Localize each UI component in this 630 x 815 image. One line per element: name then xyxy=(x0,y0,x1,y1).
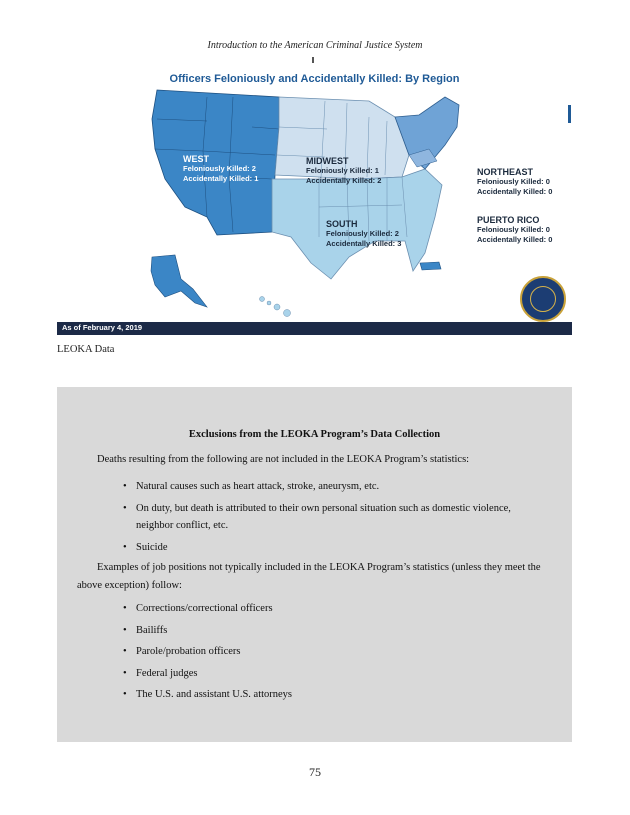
region-name: PUERTO RICO xyxy=(477,215,540,225)
list-item-text: Parole/probation officers xyxy=(136,646,241,657)
as-of-date: As of February 4, 2019 xyxy=(62,323,143,332)
list-item-text: Bailiffs xyxy=(136,624,168,636)
list-item xyxy=(57,622,572,640)
running-header: Introduction to the American Criminal Justice System xyxy=(207,40,423,51)
bullet-icon: • xyxy=(123,667,127,679)
region-label-west xyxy=(183,154,258,184)
region-name: MIDWEST xyxy=(306,156,349,166)
list-item xyxy=(57,539,572,557)
bullet-icon: • xyxy=(123,481,127,492)
bullet-icon: • xyxy=(123,689,127,700)
region-name: SOUTH xyxy=(326,219,358,229)
bullet-icon: • xyxy=(123,603,127,614)
region-label-south xyxy=(326,219,401,249)
excluded-deaths-list xyxy=(57,478,572,560)
as-of-bar xyxy=(57,322,572,335)
felonious-count: Feloniously Killed: 2 xyxy=(183,164,256,173)
list-item xyxy=(57,665,572,683)
accidental-count: Accidentally Killed: 2 xyxy=(306,176,382,185)
list-item xyxy=(57,686,572,704)
list-item-text: Suicide xyxy=(136,541,168,553)
list-item xyxy=(57,600,572,618)
bullet-icon: • xyxy=(123,502,127,514)
bullet-icon: • xyxy=(123,646,127,657)
bullet-icon: • xyxy=(123,624,127,636)
deaths-intro-paragraph: Deaths resulting from the following are not included in the LEOKA Program’s statistics: xyxy=(97,454,470,465)
figure-edge-mark xyxy=(568,105,571,123)
map-alaska xyxy=(151,255,207,307)
felonious-count: Feloniously Killed: 0 xyxy=(477,225,550,234)
map-hawaii xyxy=(260,297,291,317)
excluded-positions-list xyxy=(57,600,572,708)
box-title: Exclusions from the LEOKA Program’s Data Collection xyxy=(188,429,441,440)
accidental-count: Accidentally Killed: 1 xyxy=(183,174,259,183)
figure-title: Officers Feloniously and Accidentally Killed: By Region xyxy=(169,73,460,85)
page-number: 75 xyxy=(309,765,321,779)
list-item xyxy=(57,643,572,661)
list-item-text: Federal judges xyxy=(136,667,198,679)
list-item-text: The U.S. and assistant U.S. attorneys xyxy=(136,689,293,700)
figure-caption: LEOKA Data xyxy=(57,344,115,355)
felonious-count: Feloniously Killed: 1 xyxy=(306,166,379,175)
region-label-midwest xyxy=(306,156,381,186)
bullet-icon: • xyxy=(123,541,127,553)
leoka-map-figure xyxy=(57,57,572,335)
positions-intro-paragraph: Examples of job positions not typically included in the LEOKA Program’s statistics (unless they meet the above exception) follow: xyxy=(77,562,541,591)
accidental-count: Accidentally Killed: 3 xyxy=(326,239,402,248)
region-label-puerto-rico xyxy=(477,215,552,245)
felonious-count: Feloniously Killed: 2 xyxy=(326,229,399,238)
fbi-seal-icon xyxy=(520,276,566,322)
seal-inner-ring xyxy=(530,286,556,312)
list-item-text: Corrections/correctional officers xyxy=(136,603,273,614)
exclusions-sidebar-box xyxy=(57,387,572,742)
felonious-count: Feloniously Killed: 0 xyxy=(477,177,550,186)
map-puerto-rico xyxy=(420,262,441,270)
region-label-northeast xyxy=(477,167,552,197)
list-item-text: Natural causes such as heart attack, stroke, aneurysm, etc. xyxy=(136,481,380,492)
region-name: WEST xyxy=(183,154,209,164)
list-item-text: On duty, but death is attributed to their own personal situation such as domestic violence, neighbor conflict, etc. xyxy=(136,502,511,531)
accidental-count: Accidentally Killed: 0 xyxy=(477,187,553,196)
list-item xyxy=(57,478,572,496)
accidental-count: Accidentally Killed: 0 xyxy=(477,235,553,244)
region-name: NORTHEAST xyxy=(477,167,533,177)
list-item xyxy=(57,500,572,535)
